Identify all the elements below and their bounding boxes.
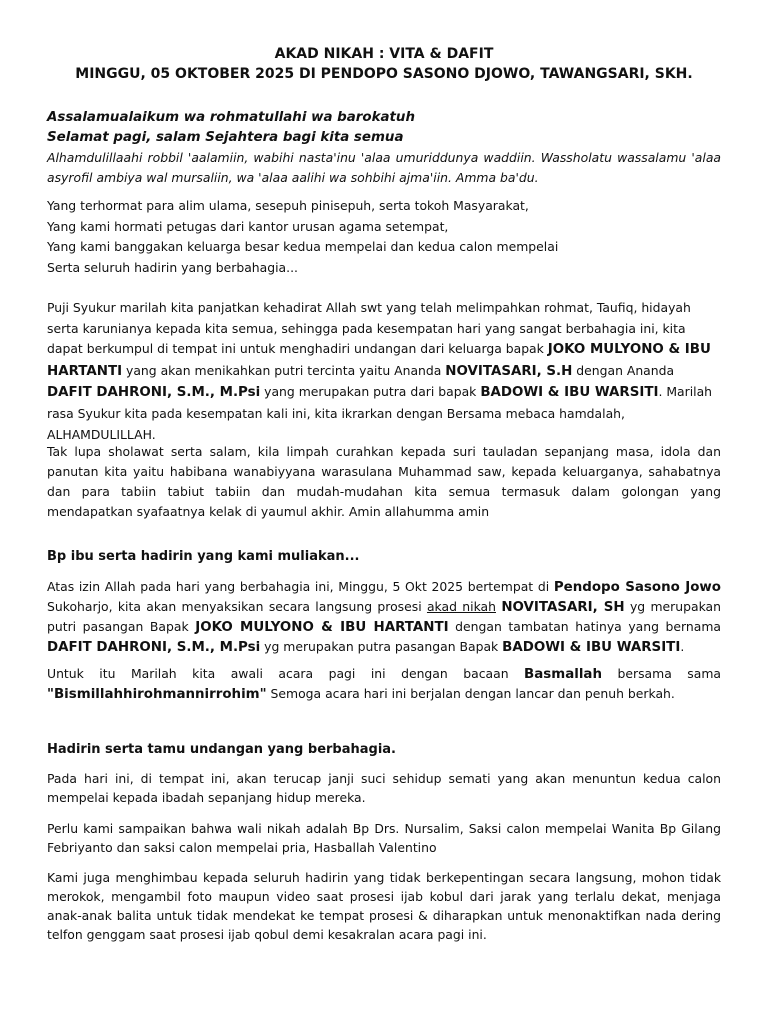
body-text: . Marilah rasa Syukur kita pada kesempatan kali ini, kita ikrarkan dengan Bersama mebaca hamdalah, ALHAMDULILLAH. <box>47 384 713 442</box>
bold-text: DAFIT DAHRONI, S.M., M.Psi <box>47 640 261 655</box>
body-text: yang merupakan putra dari bapak <box>260 384 481 400</box>
bold-text: Basmallah <box>524 667 602 682</box>
respect-line: Serta seluruh hadirin yang berbahagia... <box>47 259 298 275</box>
greeting-morning: Selamat pagi, salam Sejahtera bagi kita semua <box>47 130 404 145</box>
greeting-block <box>47 108 721 148</box>
bold-text: NOVITASARI, S.H <box>445 363 573 379</box>
paragraph-himbau <box>47 868 721 944</box>
body-text: yang akan menikahkan putri tercinta yaitu Ananda <box>122 362 446 378</box>
body-text: Perlu kami sampaikan bahwa wali nikah adalah Bp Drs. Nursalim, Saksi calon mempelai Wanita Bp Gilang Febriyanto dan saksi calon mempelai pria, Hasballah Valentino <box>47 821 721 855</box>
section-heading-hadirin: Hadirin serta tamu undangan yang berbahagia. <box>47 742 397 757</box>
body-text: yg merupakan putra pasangan Bapak <box>260 639 503 654</box>
paragraph-janji <box>47 769 721 807</box>
greeting-salam: Assalamualaikum wa rohmatullahi wa barokatuh <box>47 110 415 125</box>
body-text: . <box>680 639 685 654</box>
paragraph-sholawat <box>47 442 721 522</box>
body-text: Sukoharjo, kita akan menyaksikan secara langsung prosesi <box>47 599 427 614</box>
bold-text: JOKO MULYONO & IBU HARTANTI <box>47 342 711 379</box>
bold-text: BADOWI & IBU WARSITI <box>480 385 659 401</box>
body-text: yg merupakan putri pasangan Bapak <box>47 599 721 634</box>
bold-text: "Bismillahhirohmannirrohim" <box>47 687 267 702</box>
respect-line: Yang kami banggakan keluarga besar kedua mempelai dan kedua calon mempelai <box>47 239 559 254</box>
underlined-text: akad nikah <box>426 599 496 614</box>
body-text: Tak lupa sholawat serta salam, kila limpah curahkan kepada suri tauladan sepanjang masa, idola dan panutan kita yaitu habibana wanabiyyana warasulana Muhammad saw, kepada keluarganya, sahabatnya dan para tabiin tabiut tabiin dan mudah-mudahan kita semua termasuk dalam golongan yang mendapatkan syafaatnya kelak di yaumul akhir. Amin allahumma amin <box>47 444 721 519</box>
respect-line: Yang kami hormati petugas dari kantor urusan agama setempat, <box>47 218 449 234</box>
section-heading-muliakan: Bp ibu serta hadirin yang kami muliakan... <box>47 549 360 564</box>
document-subtitle: MINGGU, 05 OKTOBER 2025 DI PENDOPO SASONO DJOWO, TAWANGSARI, SKH. <box>75 66 693 82</box>
document-title: AKAD NIKAH : VITA & DAFIT <box>274 46 494 62</box>
opening-prayer: Alhamdulillaahi robbil 'aalamiin, wabihi nasta'inu 'alaa umuriddunya waddiin. Wassholatu wassalamu 'alaa asyrofil ambiya wal mursaliin, wa 'alaa aalihi wa sohbihi ajma'iin. Amma ba'du. <box>47 150 721 185</box>
body-text: dengan Ananda <box>572 362 675 378</box>
body-text: Atas izin Allah pada hari yang berbahagia ini, Minggu, 5 Okt 2025 bertempat di <box>47 579 554 594</box>
body-text: Semoga acara hari ini berjalan dengan lancar dan penuh berkah. <box>266 686 675 701</box>
paragraph-izin <box>47 577 721 657</box>
bold-text: Pendopo Sasono Jowo <box>553 580 721 595</box>
bold-text: NOVITASARI, SH <box>501 600 625 615</box>
bold-text: DAFIT DAHRONI, S.M., M.Psi <box>47 385 261 401</box>
bold-text: JOKO MULYONO & IBU HARTANTI <box>195 620 449 635</box>
body-text: Kami juga menghimbau kepada seluruh hadirin yang tidak berkepentingan secara langsung, mohon tidak merokok, mengambil foto maupun video saat prosesi ijab kobul dari jarak yang terlalu dekat, menjaga anak-anak balita untuk tidak mendekat ke tempat prosesi & diharapkan untuk menonaktifkan nada dering telfon genggam saat prosesi ijab qobul demi kesakralan acara pagi ini. <box>47 870 721 942</box>
paragraph-syukur <box>47 298 721 445</box>
respect-list <box>47 196 721 278</box>
paragraph-wali <box>47 819 721 857</box>
bold-text: BADOWI & IBU WARSITI <box>502 640 681 655</box>
body-text: bersama sama <box>602 666 721 681</box>
paragraph-basmallah <box>47 664 721 704</box>
body-text: Untuk itu Marilah kita awali acara pagi ini dengan bacaan <box>47 666 525 681</box>
body-text: Puji Syukur marilah kita panjatkan kehadirat Allah swt yang telah melimpahkan rohmat, Taufiq, hidayah serta karunianya kepada kita semua, sehingga pada kesempatan hari yang sangat berbahagia ini, kita dapat berkumpul di tempat ini untuk menghadiri undangan dari keluarga bapak <box>47 300 691 357</box>
body-text: dengan tambatan hatinya yang bernama <box>448 619 722 634</box>
respect-line: Yang terhormat para alim ulama, sesepuh pinisepuh, serta tokoh Masyarakat, <box>47 198 529 213</box>
body-text: Pada hari ini, di tempat ini, akan terucap janji suci sehidup semati yang akan menuntun kedua calon mempelai kepada ibadah sepanjang hidup mereka. <box>47 771 721 805</box>
